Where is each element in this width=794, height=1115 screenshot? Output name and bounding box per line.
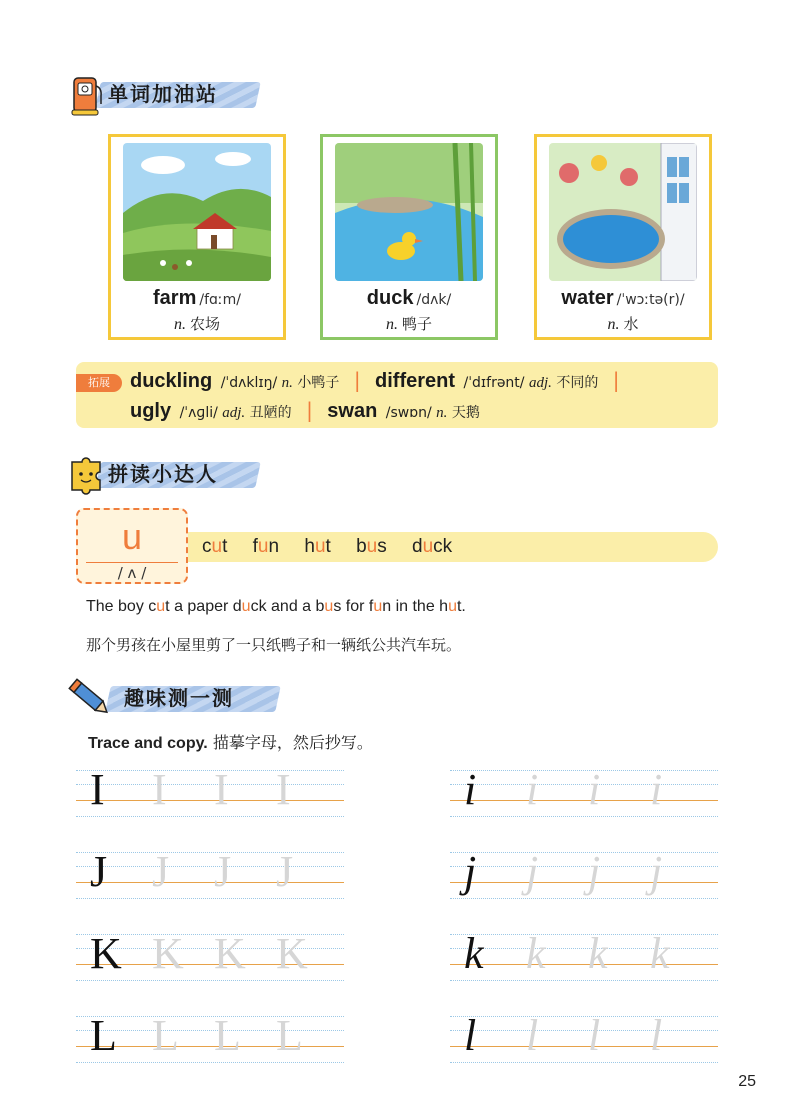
phonics-letter: u [121, 516, 143, 557]
extension-line-1 [130, 368, 630, 393]
section-title: 拼读小达人 [108, 462, 218, 486]
guide-line [76, 882, 344, 883]
page-number: 25 [738, 1073, 756, 1090]
highlight-letter: u [448, 598, 457, 615]
duck-picture [335, 143, 483, 281]
separator: | [612, 368, 620, 392]
phonics-letter-box [76, 508, 188, 584]
phonics-sentence-zh: 那个男孩在小屋里剪了一只纸鸭子和一辆纸公共汽车玩。 [86, 637, 462, 654]
model-letter: k [464, 929, 484, 978]
phonics-word: fun [252, 536, 280, 557]
phonics-ipa: / ʌ / [117, 564, 147, 582]
sentence-text: t a paper d [165, 598, 242, 615]
trace-letter: l [650, 1011, 663, 1060]
ext-meaning: 丑陋的 [249, 405, 292, 421]
sentence-text: ck and a b [250, 598, 325, 615]
model-letter: L [90, 1011, 117, 1060]
ext-pos: n. [281, 375, 293, 391]
guide-line [450, 898, 718, 899]
ext-word: ugly [130, 400, 172, 422]
phonics-word: duck [412, 536, 453, 557]
extension-line-2 [130, 398, 480, 423]
trace-letter: K [214, 929, 246, 978]
guide-line [450, 980, 718, 981]
section-header-fun [68, 676, 288, 720]
divider [86, 562, 178, 563]
trace-letter: I [276, 765, 291, 814]
trace-letter: l [588, 1011, 601, 1060]
trace-letter: i [650, 765, 663, 814]
tracing-row-left[interactable] [76, 929, 344, 982]
ext-ipa: /ˈʌɡli/ [179, 405, 218, 421]
trace-letter: K [276, 929, 308, 978]
guide-line [450, 934, 718, 935]
ext-meaning: 不同的 [556, 375, 599, 391]
tracing-row-right[interactable] [450, 929, 718, 982]
vocab-card-farm [108, 134, 286, 340]
guide-line [450, 1016, 718, 1017]
separator: | [306, 398, 313, 422]
part-of-speech: n. [607, 316, 620, 333]
ext-meaning: 天鹅 [451, 405, 480, 421]
trace-letter: i [588, 765, 601, 814]
guide-line [450, 1030, 718, 1031]
meaning: 水 [623, 315, 639, 333]
meaning-line [111, 313, 283, 334]
trace-letter: L [152, 1011, 179, 1060]
ipa: /dʌk/ [416, 292, 452, 308]
trace-letter: L [276, 1011, 303, 1060]
highlight-letter: u [156, 598, 166, 615]
pencil-icon [68, 676, 112, 720]
vocab-card-water [534, 134, 712, 340]
guide-line [450, 882, 718, 883]
tracing-row-left[interactable] [76, 847, 344, 900]
ipa: /ˈwɔːtə(r)/ [616, 292, 685, 308]
instruction-zh: 描摹字母，然后抄写。 [212, 733, 373, 752]
phonics-word: cut [202, 536, 228, 557]
ext-meaning: 小鸭子 [297, 375, 340, 391]
vocab-card-duck [320, 134, 498, 340]
phonics-word: bus [356, 536, 387, 557]
word-line [111, 287, 283, 310]
meaning-line [323, 313, 495, 334]
guide-line [76, 866, 344, 867]
guide-line [450, 964, 718, 965]
model-letter: j [464, 847, 477, 896]
trace-letter: j [588, 847, 601, 896]
tracing-row-left[interactable] [76, 1011, 344, 1064]
guide-line [76, 816, 344, 817]
sentence-text: s for f [333, 598, 374, 615]
highlight-letter: u [373, 598, 383, 615]
trace-letter: J [214, 847, 232, 896]
trace-letter: k [650, 929, 670, 978]
trace-letter: j [650, 847, 663, 896]
instruction-en: Trace and copy. [88, 735, 208, 752]
model-letter: K [90, 929, 122, 978]
word-line [323, 287, 495, 310]
ext-pos: n. [436, 405, 448, 421]
ext-word: duckling [130, 370, 213, 392]
guide-line [76, 1062, 344, 1063]
section-header-phonics [68, 452, 288, 496]
puzzle-piece-icon [68, 452, 104, 496]
highlight-letter: u [324, 598, 334, 615]
model-letter: l [464, 1011, 477, 1060]
sentence-text: t. [456, 598, 466, 615]
ext-word: different [375, 370, 456, 392]
guide-line [450, 948, 718, 949]
guide-line [76, 898, 344, 899]
word: water [561, 287, 614, 309]
separator: | [353, 368, 361, 392]
word: duck [366, 287, 414, 309]
trace-letter: k [588, 929, 608, 978]
trace-letter: j [526, 847, 539, 896]
ext-word: swan [327, 400, 378, 422]
guide-line [76, 980, 344, 981]
phonics-sentence-en [86, 598, 466, 616]
section-title: 单词加油站 [108, 82, 218, 106]
exercise-instruction [88, 730, 373, 753]
guide-line [450, 770, 718, 771]
water-picture [549, 143, 697, 281]
trace-letter: K [152, 929, 184, 978]
farm-picture [123, 143, 271, 281]
guide-line [76, 784, 344, 785]
meaning: 农场 [189, 315, 220, 333]
trace-letter: l [526, 1011, 539, 1060]
ipa: /fɑːm/ [199, 292, 241, 308]
trace-letter: L [214, 1011, 241, 1060]
fuel-pump-icon [68, 72, 104, 116]
word: farm [153, 287, 197, 309]
guide-line [76, 800, 344, 801]
section-title: 趣味测一测 [124, 686, 234, 710]
guide-line [450, 866, 718, 867]
extension-box [76, 362, 718, 428]
part-of-speech: n. [173, 316, 186, 333]
trace-letter: J [276, 847, 294, 896]
trace-letter: i [526, 765, 539, 814]
trace-letter: k [526, 929, 546, 978]
section-header-vocab [68, 72, 288, 116]
guide-line [450, 816, 718, 817]
meaning-line [537, 313, 709, 334]
tracing-row-right[interactable] [450, 1011, 718, 1064]
ext-ipa: /swɒn/ [385, 405, 432, 421]
part-of-speech: n. [385, 316, 398, 333]
extension-tag: 拓展 [76, 374, 122, 392]
trace-letter: I [152, 765, 167, 814]
guide-line [76, 770, 344, 771]
ext-pos: adj. [528, 375, 552, 391]
model-letter: i [464, 765, 477, 814]
model-letter: J [90, 847, 108, 896]
ext-ipa: /ˈdɪfrənt/ [463, 375, 525, 391]
highlight-letter: u [241, 598, 251, 615]
guide-line [450, 1046, 718, 1047]
trace-letter: I [214, 765, 229, 814]
sentence-text: n in the h [382, 598, 449, 615]
trace-letter: J [152, 847, 170, 896]
guide-line [450, 852, 718, 853]
meaning: 鸭子 [401, 315, 432, 333]
guide-line [450, 784, 718, 785]
phonics-word: hut [304, 536, 331, 557]
sentence-text: The boy c [86, 598, 157, 615]
ext-ipa: /ˈdʌklɪŋ/ [220, 375, 278, 391]
ext-pos: adj. [222, 405, 246, 421]
tracing-row-left[interactable] [76, 765, 344, 818]
word-line [537, 287, 709, 310]
tracing-row-right[interactable] [450, 765, 718, 818]
guide-line [76, 852, 344, 853]
model-letter: I [90, 765, 105, 814]
guide-line [450, 1062, 718, 1063]
guide-line [450, 800, 718, 801]
tracing-row-right[interactable] [450, 847, 718, 900]
phonics-word-list [202, 536, 470, 558]
